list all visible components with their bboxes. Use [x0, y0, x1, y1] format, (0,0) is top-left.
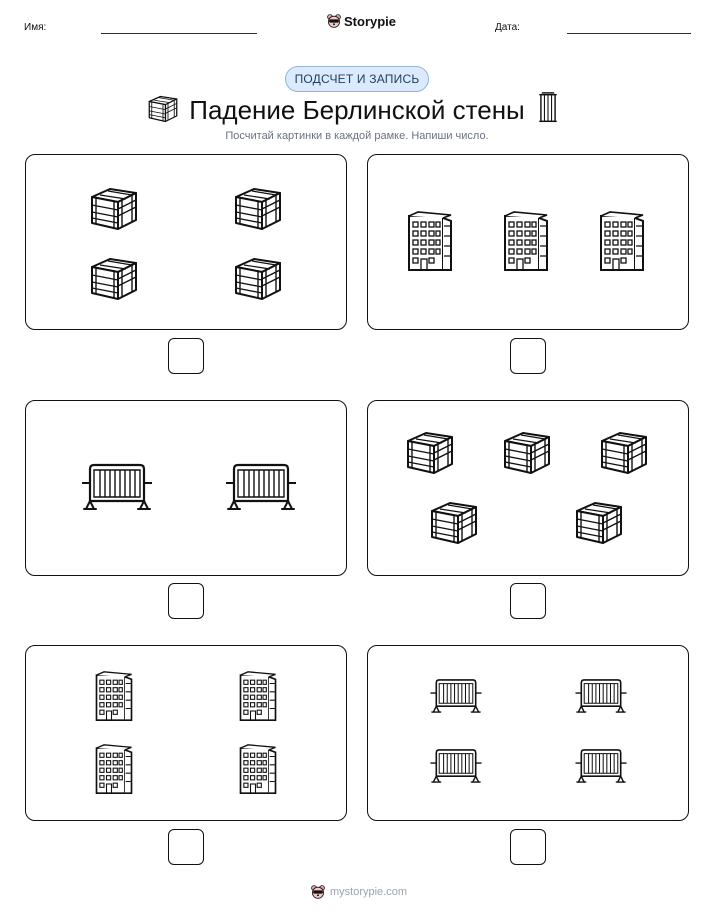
answer-box-3[interactable]	[168, 583, 204, 619]
answer-box-2[interactable]	[510, 338, 546, 374]
brand-name: Storypie	[344, 13, 397, 29]
footer-url[interactable]: mystorypie.com	[330, 886, 408, 898]
barrier-icon	[429, 746, 483, 786]
date-field[interactable]	[567, 33, 691, 34]
instructions: Посчитай картинки в каждой рамке. Напиши число.	[225, 130, 489, 142]
building-icon	[502, 210, 550, 272]
crate-icon	[404, 429, 456, 477]
count-panel-3	[25, 400, 347, 576]
count-panel-1	[25, 154, 347, 330]
barrier-icon	[574, 676, 628, 716]
building-icon	[598, 210, 646, 272]
count-panel-6	[367, 645, 689, 821]
building-icon	[238, 670, 278, 722]
building-icon	[94, 743, 134, 795]
crate-icon	[232, 255, 284, 303]
count-panel-2	[367, 154, 689, 330]
crate-icon	[501, 429, 553, 477]
crate-icon	[88, 255, 140, 303]
building-icon	[406, 210, 454, 272]
bear-mascot-icon	[326, 13, 342, 29]
barrier-icon	[429, 676, 483, 716]
activity-tag: ПОДСЧЕТ И ЗАПИСЬ	[285, 66, 429, 92]
name-label: Имя:	[24, 22, 47, 33]
crate-icon	[428, 499, 480, 547]
count-panel-4	[367, 400, 689, 576]
count-panel-5	[25, 645, 347, 821]
crate-icon	[232, 185, 284, 233]
barrier-icon	[574, 746, 628, 786]
brand-logo	[326, 13, 396, 29]
barrier-icon	[224, 461, 298, 513]
building-icon	[238, 743, 278, 795]
answer-box-1[interactable]	[168, 338, 204, 374]
name-field[interactable]	[101, 33, 257, 34]
date-label: Дата:	[495, 22, 520, 33]
answer-box-5[interactable]	[168, 829, 204, 865]
crate-icon	[598, 429, 650, 477]
footer	[310, 884, 407, 900]
bear-mascot-icon	[310, 884, 326, 900]
answer-box-4[interactable]	[510, 583, 546, 619]
answer-box-6[interactable]	[510, 829, 546, 865]
crate-icon	[88, 185, 140, 233]
crate-icon	[573, 499, 625, 547]
barrier-icon	[80, 461, 154, 513]
page-title: Падение Берлинской стены	[189, 95, 525, 125]
building-icon	[94, 670, 134, 722]
wall-column-icon	[537, 92, 559, 124]
